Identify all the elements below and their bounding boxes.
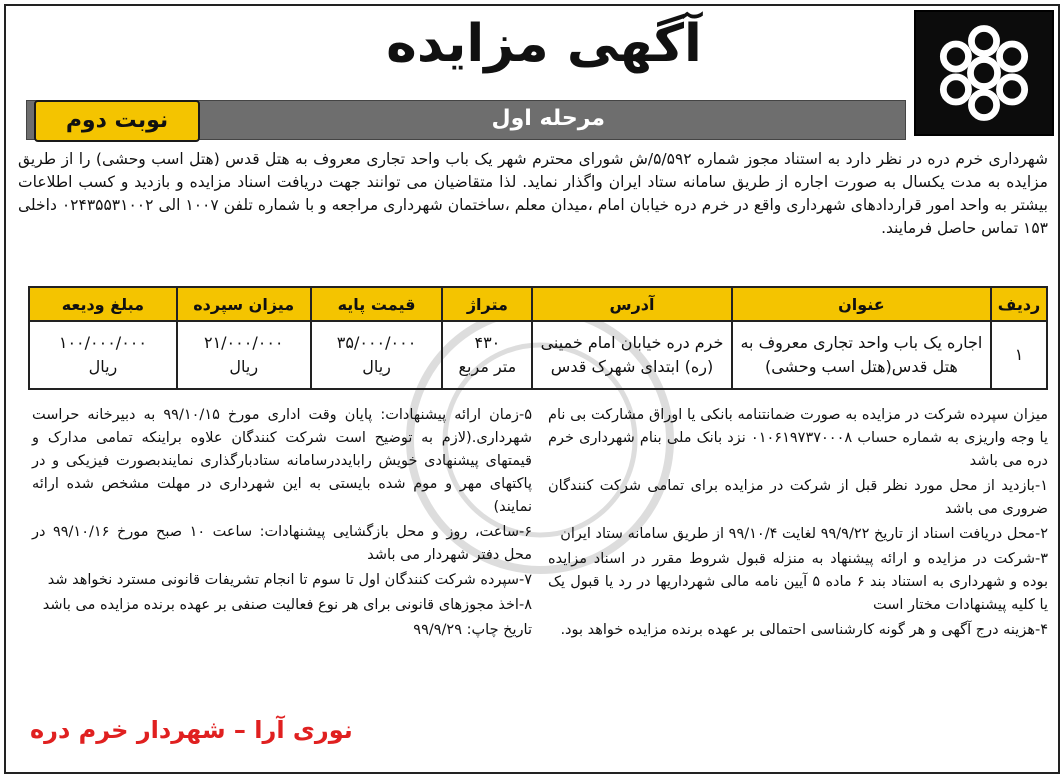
header-row-no: ردیف — [991, 287, 1047, 321]
cell-title: اجاره یک باب واحد تجاری معروف به هتل قدس(هتل اسب وحشی) — [732, 321, 991, 389]
header-base-price: قیمت پایه — [311, 287, 443, 321]
table-header-row — [29, 287, 1047, 321]
intro-paragraph: شهرداری خرم دره در نظر دارد به استناد مجوز شماره ۵/۵۹۲/ش شورای محترم شهر یک باب واحد تجاری معروف به هتل قدس (هتل اسب وحشی) را از طریق مزایده به مدت یکسال به صورت اجاره از طریق سامانه ستاد ایران واگذار نماید. لذا متقاضیان می توانند جهت دریافت اسناد مزایده و بازدید و کسب اطلاعات بیشتر به واحد امور قراردادهای شهرداری واقع در خرم دره خیابان امام ،میدان معلم ،ساختمان شهرداری مراجعه و با شماره تلفن ۱۰۰۷ الی ۰۲۴۳۵۵۳۱۰۰۲ داخلی ۱۵۳ تماس حاصل فرمایند. — [18, 150, 1048, 237]
condition-item: ۶-ساعت، روز و محل بازگشایی پیشنهادات: ساعت ۱۰ صبح مورخ ۹۹/۱۰/۱۶ در محل دفتر شهردار می باشد — [32, 524, 532, 563]
header-deposit: میزان سپرده — [177, 287, 311, 321]
condition-item: ۲-محل دریافت اسناد از تاریخ ۹۹/۹/۲۲ لغایت ۹۹/۱۰/۴ از طریق سامانه ستاد ایران — [560, 526, 1048, 542]
header-title: عنوان — [732, 287, 991, 321]
stage-label: مرحله اول — [491, 106, 605, 131]
print-date: تاریخ چاپ: ۹۹/۹/۲۹ — [413, 622, 532, 638]
condition-item: ۱-بازدید از محل مورد نظر قبل از شرکت در مزایده برای تمامی شرکت کنندگان ضروری می باشد — [548, 478, 1048, 517]
condition-item: ۴-هزینه درج آگهی و هر گونه کارشناسی احتمالی بر عهده برنده مزایده خواهد بود. — [560, 622, 1048, 638]
conditions-right-column — [548, 404, 1048, 644]
municipality-emblem-icon — [916, 12, 1052, 134]
conditions-left-column — [32, 404, 532, 644]
condition-item: ۵-زمان ارائه پیشنهادات: پایان وقت اداری مورخ ۹۹/۱۰/۱۵ به دبیرخانه حراست شهرداری.(لازم به توضیح است شرکت کنندگان علاوه براینکه تمامی مدارک و قیمتهای پیشنهادی خویش رابایددرسامانه ستادبارگذاری نمایندبصورت فیزیکی و در پاکتهای مهر و موم شده بایستی به این شهرداری در مهلت مشخص شده ارائه نمایند) — [32, 407, 532, 515]
cell-row-no: ۱ — [991, 321, 1047, 389]
guarantee-currency: ریال — [88, 357, 118, 376]
condition-item: میزان سپرده شرکت در مزایده به صورت ضمانتنامه بانکی یا اوراق مشارکت بی نام یا وجه واریزی به شماره حساب ۰۱۰۶۱۹۷۳۷۰۰۰۸ نزد بانک ملی بنام شهرداری خرم دره می باشد — [548, 407, 1048, 469]
cell-area — [442, 321, 532, 389]
cell-address: خرم دره خیابان امام خمینی (ره) ابتدای شهرک قدس — [532, 321, 731, 389]
cell-base-price — [311, 321, 443, 389]
deposit-currency: ریال — [229, 357, 259, 376]
guarantee-value: ۱۰۰/۰۰۰/۰۰۰ — [58, 333, 147, 352]
page-title: آگهی مزایده — [386, 14, 702, 74]
header-address: آدرس — [532, 287, 731, 321]
auction-table — [28, 286, 1048, 390]
header-area: متراژ — [442, 287, 532, 321]
header-guarantee: مبلغ ودیعه — [29, 287, 177, 321]
base-price-value: ۳۵/۰۰۰/۰۰۰ — [336, 333, 417, 352]
logo — [914, 10, 1054, 136]
cell-guarantee — [29, 321, 177, 389]
area-unit: متر مربع — [458, 357, 517, 376]
deposit-value: ۲۱/۰۰۰/۰۰۰ — [203, 333, 284, 352]
mayor-signature: نوری آرا – شهردار خرم دره — [30, 716, 353, 744]
turn-badge: نوبت دوم — [34, 100, 200, 142]
cell-deposit — [177, 321, 311, 389]
condition-item: ۸-اخذ مجوزهای قانونی برای هر نوع فعالیت صنفی بر عهده برنده مزایده می باشد — [42, 597, 532, 613]
table-row — [29, 321, 1047, 389]
condition-item: ۷-سپرده شرکت کنندگان اول تا سوم تا انجام تشریفات قانونی مسترد نخواهد شد — [47, 572, 532, 588]
area-value: ۴۳۰ — [474, 333, 501, 352]
base-price-currency: ریال — [362, 357, 391, 376]
condition-item: ۳-شرکت در مزایده و ارائه پیشنهاد به منزله قبول شروط مقرر در اسناد مزایده بوده و شهرداری به استناد بند ۶ ماده ۵ آیین نامه مالی شهرداریها در رد یا قبول یک یا کلیه پیشنهادات مختار است — [548, 551, 1048, 613]
